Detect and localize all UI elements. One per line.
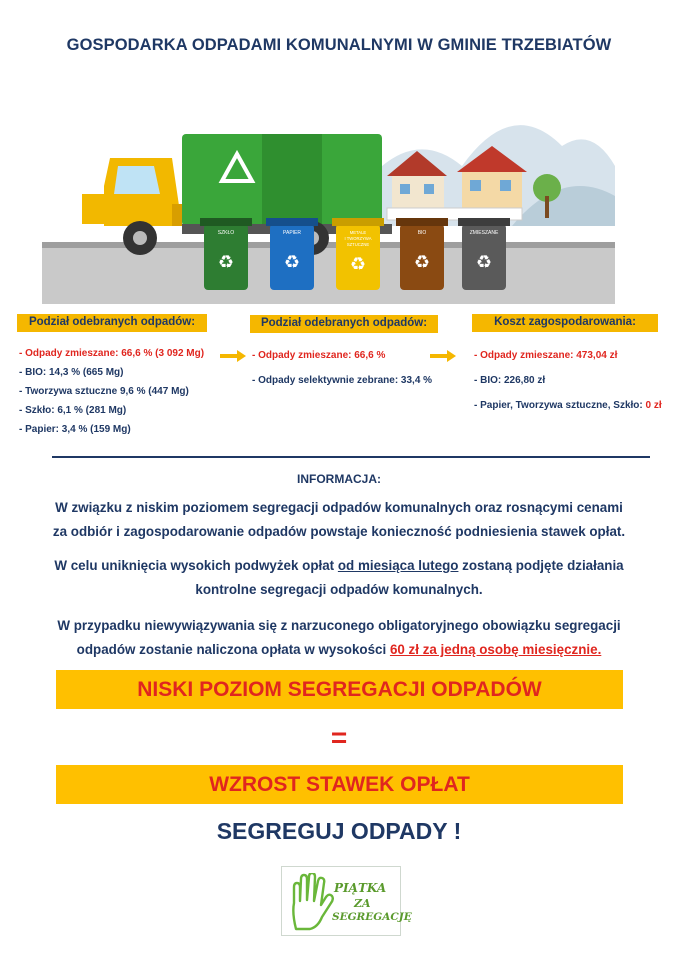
slogan: SEGREGUJ ODPADY ! — [216, 818, 462, 844]
hand-icon — [288, 873, 334, 931]
svg-text:♻: ♻ — [349, 254, 367, 274]
list-item: - Tworzywa sztuczne 9,6 % (447 Mg) — [19, 386, 189, 397]
bin-papier — [266, 218, 318, 290]
page-title: GOSPODARKA ODPADAMI KOMUNALNYMI W GMINIE TRZEBIATÓW — [66, 36, 612, 54]
list-item: - BIO: 14,3 % (665 Mg) — [19, 367, 124, 378]
garbage-truck-illustration — [42, 76, 615, 304]
svg-text:SZTUCZNE: SZTUCZNE — [346, 242, 370, 247]
logo-piatka-za-segregacje — [281, 866, 412, 936]
column1-list — [19, 344, 204, 439]
svg-text:♻: ♻ — [283, 252, 301, 272]
info-paragraph-2 — [20, 554, 658, 602]
list-item: - Odpady zmieszane: 66,6 % — [252, 350, 386, 361]
banner-fee-increase: WZROST STAWEK OPŁAT — [56, 765, 623, 804]
text-line: W związku z niskim poziomem segregacji odpadów komunalnych oraz rosnącymi cenami — [55, 500, 623, 515]
banner-low-segregation: NISKI POZIOM SEGREGACJI ODPADÓW — [56, 670, 623, 709]
text-segment: W celu uniknięcia wysokich podwyżek opłat — [54, 558, 338, 573]
text-segment: odpadów zostanie naliczona opłata w wysokości — [76, 642, 390, 657]
bin-szklo — [200, 218, 252, 290]
svg-text:METALE: METALE — [349, 230, 367, 235]
svg-text:♻: ♻ — [475, 252, 493, 272]
column2-list — [252, 346, 432, 390]
list-item-text: - Papier, Tworzywa sztuczne, Szkło: — [474, 400, 646, 411]
svg-text:BIO: BIO — [417, 230, 427, 236]
svg-text:PAPIER: PAPIER — [283, 230, 301, 236]
list-item: - Odpady zmieszane: 66,6 % (3 092 Mg) — [19, 348, 205, 359]
info-heading: INFORMACJA: — [297, 472, 381, 486]
info-paragraph-1 — [20, 496, 658, 544]
list-item: - Odpady zmieszane: 473,04 zł — [474, 350, 618, 361]
column2-header: Podział odebranych odpadów: — [250, 315, 438, 333]
text-line: kontrolne segregacji odpadów komunalnych. — [195, 582, 483, 597]
bin-bio — [396, 218, 448, 290]
logo-text-line2: ZA — [354, 897, 371, 910]
list-item: - Odpady selektywnie zebrane: 33,4 % — [252, 375, 433, 386]
arrow-right-icon — [430, 350, 456, 362]
list-item: - BIO: 226,80 zł — [474, 375, 546, 386]
svg-text:SZKŁO: SZKŁO — [217, 230, 235, 236]
bin-zmieszane — [458, 218, 510, 290]
logo-text-line3: SEGREGACJĘ — [332, 911, 412, 923]
arrow-right-icon — [220, 350, 246, 362]
list-item: - Papier: 3,4 % (159 Mg) — [19, 424, 131, 435]
logo-text-line1: PIĄTKA — [334, 881, 387, 895]
list-item: - Szkło: 6,1 % (281 Mg) — [19, 405, 127, 416]
text-segment: zostaną podjęte działania — [458, 558, 624, 573]
text-line — [20, 638, 658, 662]
divider — [52, 456, 650, 458]
column3-list — [474, 346, 662, 415]
text-line — [20, 554, 658, 578]
text-line: W przypadku niewywiązywania się z narzuconego obligatoryjnego obowiązku segregacji — [57, 618, 621, 633]
svg-text:ZMIESZANE: ZMIESZANE — [469, 230, 499, 236]
svg-text:I TWORZYWA: I TWORZYWA — [344, 236, 372, 241]
column3-header: Koszt zagospodarowania: — [472, 314, 658, 332]
column1-header: Podział odebranych odpadów: — [17, 314, 207, 332]
text-line: za odbiór i zagospodarowanie odpadów powstaje konieczność podniesienia stawek opłat. — [52, 524, 626, 539]
svg-text:♻: ♻ — [413, 252, 431, 272]
list-item-value: 0 zł — [645, 400, 662, 411]
bin-metale — [332, 218, 384, 290]
text-highlight: 60 zł za jedną osobę miesięcznie. — [389, 642, 602, 657]
info-paragraph-3 — [20, 614, 658, 662]
list-item — [474, 396, 662, 415]
equals-sign: = — [330, 722, 348, 753]
text-underlined: od miesiąca lutego — [337, 558, 459, 573]
svg-text:♻: ♻ — [217, 252, 235, 272]
